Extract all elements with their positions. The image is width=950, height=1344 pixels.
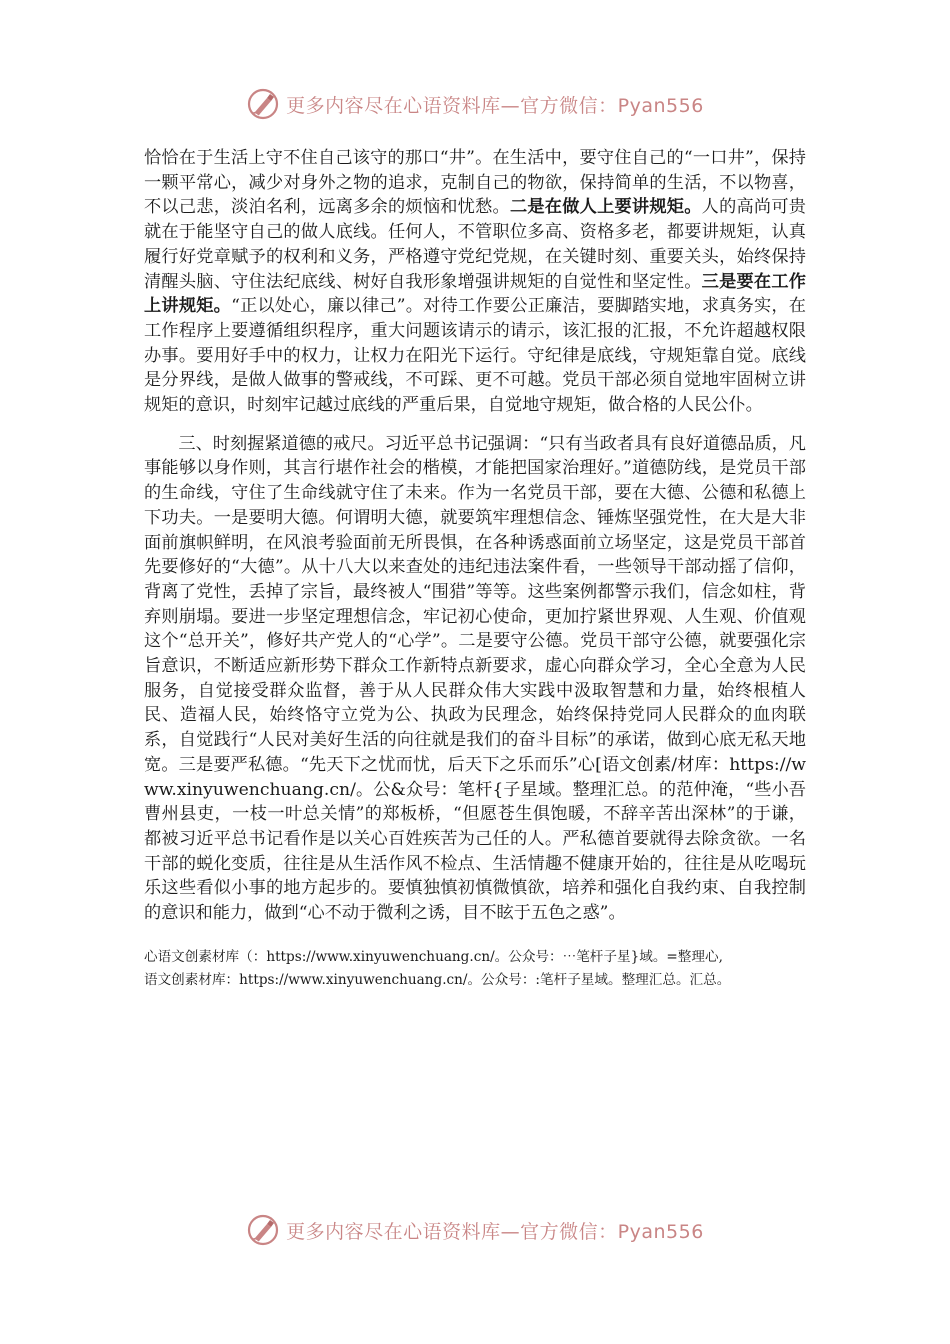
banner-text: 更多内容尽在心语资料库—官方微信：Pyan556 [286,94,704,117]
rules-text-2: 人的高尚可贵就在于能坚守自己的做人底线。任何人，不管职位多高、资格多老，都要讲规矩，认真履行好党章赋予的权利和义务，严格遵守党纪党规，在关键时刻、重要关头，始终保持清醒头脑、守住法纪底线、树好自我形象增强讲规矩的自觉性和坚定性。 [144,197,806,292]
paragraph-gap [144,418,806,432]
banner-text: 更多内容尽在心语资料库—官方微信：Pyan556 [286,1220,704,1243]
source-note-line: 心语文创素材库（：https://www.xinyuwenchuang.cn/。公众号：⋯笔杆子星}域。=整理心, [144,948,723,965]
document-body [144,146,806,992]
paragraph-rules [144,146,806,418]
rules-heading-3: 三是要在工作上讲规矩。 [144,271,806,317]
rules-text-1: 恰恰在于生活上守不住自己该守的那口“井”。在生活中，要守住自己的“一口井”，保持一颗平常心，减少对身外之物的追求，克制自己的物欲，保持简单的生活，不以物喜，不以己悲，淡泊名利，远离多余的烦恼和忧愁。 [144,148,806,218]
footer-banner [0,1210,950,1250]
rules-text-3: “正以处心，廉以律己”。对待工作要公正廉洁，要脚踏实地，求真务实，在工作程序上要遵循组织程序，重大问题该请示的请示，该汇报的汇报，不允许超越权限办事。要用好手中的权力，让权力在阳光下运行。守纪律是底线，守规矩靠自觉。底线是分界线，是做人做事的警戒线，不可踩、更不可越。党员干部必须自觉地牢固树立讲规矩的意识，时刻牢记越过底线的严重后果，自觉地守规矩，做合格的人民公仆。 [144,296,806,416]
paragraph-morality: 三、时刻握紧道德的戒尺。习近平总书记强调：“只有当政者具有良好道德品质，凡事能够以身作则，其言行堪作社会的楷模，才能把国家治理好。”道德防线，是党员干部的生命线，守住了生命线就守住了未来。作为一名党员干部，要在大德、公德和私德上下功夫。一是要明大德。何谓明大德，就要筑牢理想信念、锤炼坚强党性，在大是大非面前旗帜鲜明，在风浪考验面前无所畏惧，在各种诱惑面前立场坚定，这是党员干部首先要修好的“大德”。从十八大以来查处的违纪违法案件看，一些领导干部动摇了信仰，背离了党性，丢掉了宗旨，最终被人“围猎”等等。这些案例都警示我们，信念如柱，背弃则崩塌。要进一步坚定理想信念，牢记初心使命，更加拧紧世界观、人生观、价值观这个“总开关”，修好共产党人的“心学”。二是要守公德。党员干部守公德，就要强化宗旨意识，不断适应新形势下群众工作新特点新要求，虚心向群众学习，全心全意为人民服务，自觉接受群众监督，善于从人民群众伟大实践中汲取智慧和力量，始终根植人民、造福人民，始终恪守立党为公、执政为民理念，始终保持党同人民群众的血肉联系，自觉践行“人民对美好生活的向往就是我们的奋斗目标”的承诺，做到心底无私天地宽。三是要严私德。“先天下之忧而忧，后天下之乐而乐”心[语文创素/材库：https://www.xinyuwenchuang.cn/。公&众号：笔杆{子星域。整理汇总。的范仲淹，“些小吾曹州县吏，一枝一叶总关情”的郑板桥，“但愿苍生俱饱暖，不辞辛苦出深林”的于谦，都被习近平总书记看作是以关心百姓疾苦为己任的人。严私德首要就得去除贪欲。一名干部的蜕化变质，往往是从生活作风不检点、生活情趣不健康开始的，往往是从吃喝玩乐这些看似小事的地方起步的。要慎独慎初慎微慎欲，培养和强化自我约束、自我控制的意识和能力，做到“心不动于微利之诱，目不眩于五色之惑”。 [144,433,806,924]
source-note-line: 语文创素材库：https://www.xinyuwenchuang.cn/。公众号：:笔杆子星域。整理汇总。汇总。 [144,971,731,988]
rules-heading-2: 二是在做人上要讲规矩。 [509,197,702,218]
pen-circle-logo-icon [246,1213,280,1247]
pen-circle-logo-icon [246,87,280,121]
source-notes [144,946,806,992]
header-banner [0,84,950,124]
